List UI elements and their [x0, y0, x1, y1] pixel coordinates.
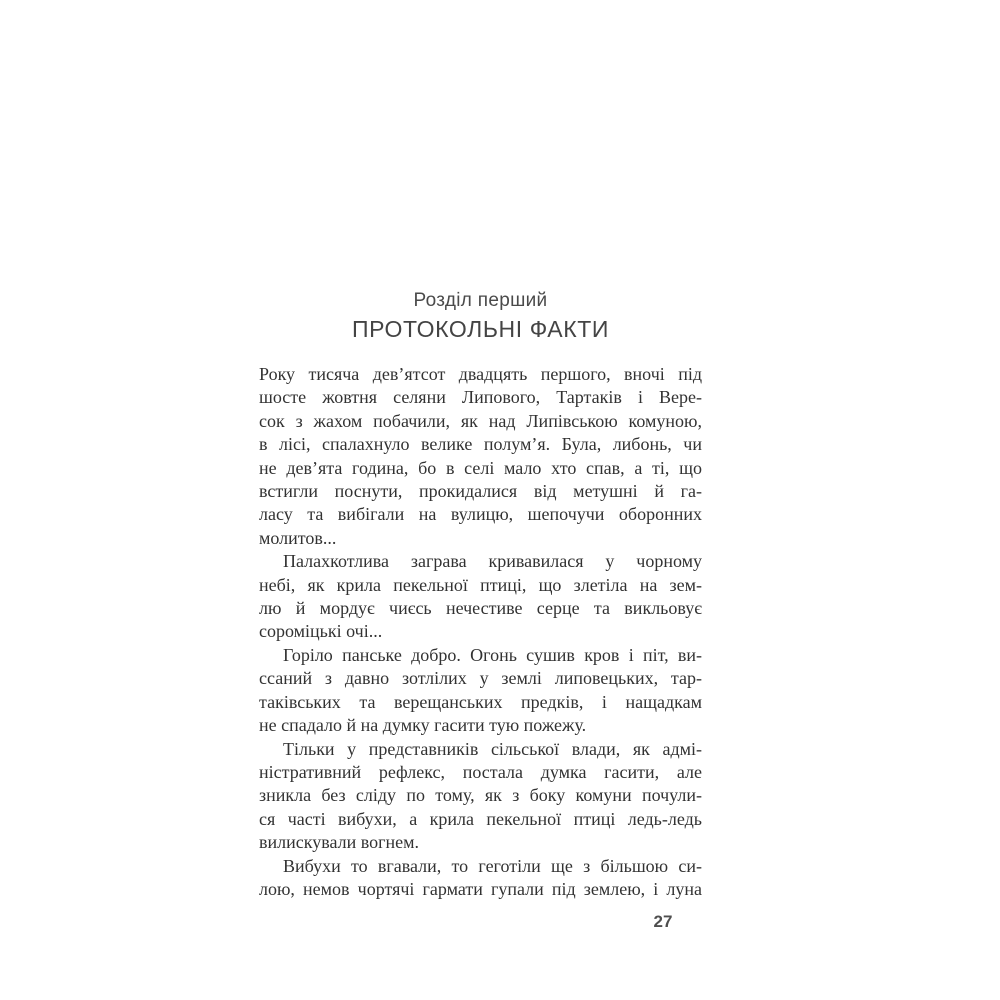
text-line: молитов...	[259, 527, 337, 548]
paragraph	[259, 644, 702, 738]
text-line: не спадало й на думку гасити тую пожежу.	[259, 715, 587, 736]
text-line: зникла без сліду по тому, як з боку комуни почули-	[259, 785, 702, 806]
text-line: встигли поснути, прокидалися від метушні й га-	[259, 481, 702, 502]
text-line: шосте жовтня селяни Липового, Тартаків і Вере-	[259, 387, 702, 408]
paragraph	[259, 363, 702, 550]
paragraph	[259, 738, 702, 855]
text-line: лою, немов чортячі гармати гупали під землею, і луна	[259, 878, 702, 899]
page-number: 27	[653, 912, 673, 931]
text-line: Горіло панське добро. Огонь сушив кров і піт, ви-	[283, 644, 702, 665]
text-line: ласу та вибігали на вулицю, шепочучи оборонних	[259, 504, 702, 525]
text-line: Тільки у представників сільської влади, як адмі-	[283, 738, 702, 759]
paragraph	[259, 855, 702, 902]
text-line: сок з жахом побачили, як над Липівською комуною,	[259, 410, 702, 431]
text-line: Вибухи то вгавали, то геготіли ще з більшою си-	[283, 855, 702, 876]
text-line: ністративний рефлекс, постала думка гасити, але	[259, 761, 702, 782]
text-line: Палахкотлива заграва кривавилася у чорному	[283, 551, 702, 572]
text-line: сороміцькі очі...	[259, 621, 383, 642]
text-line: небі, як крила пекельної птиці, що злетіла на зем-	[259, 574, 702, 595]
chapter-label: Розділ перший	[413, 290, 548, 311]
text-line: в лісі, спалахнуло велике полум’я. Була, либонь, чи	[259, 434, 702, 455]
chapter-heading	[259, 289, 702, 343]
paragraph	[259, 550, 702, 644]
text-line: таківських та верещанських предків, і нащадкам	[259, 691, 702, 712]
text-line: лю й мордує чиєсь нечестиве серце та викльовує	[259, 598, 702, 619]
body-text	[259, 363, 702, 901]
text-line: Року тисяча дев’ятсот двадцять першого, вночі під	[259, 364, 702, 384]
chapter-title: ПРОТОКОЛЬНІ ФАКТИ	[351, 316, 609, 342]
text-line: вилискували вогнем.	[259, 832, 420, 853]
text-line: ся часті вибухи, а крила пекельної птиці ледь-ледь	[259, 808, 702, 829]
text-line: ссаний з давно зотлілих у землі липовецьких, тар-	[259, 668, 702, 689]
text-line: не дев’ята година, бо в селі мало хто спав, а ті, що	[259, 457, 702, 478]
